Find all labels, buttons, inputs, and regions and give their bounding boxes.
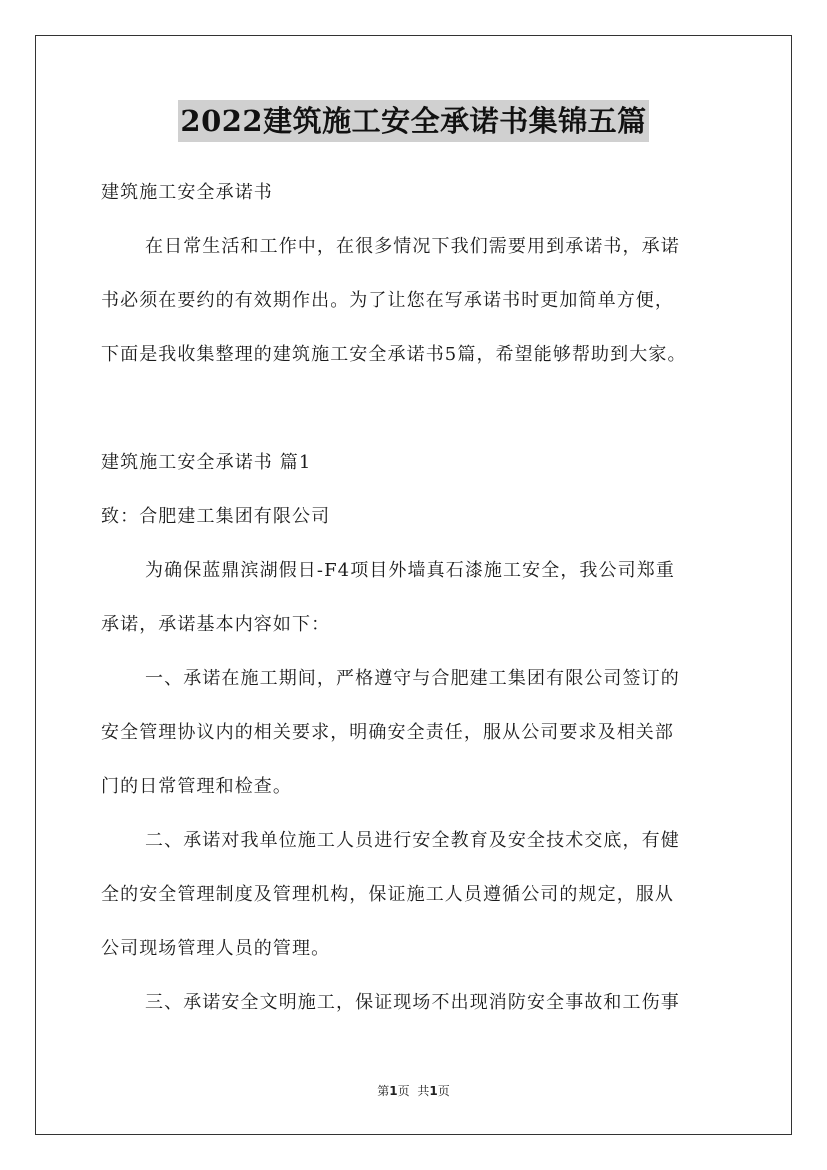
paragraph-line: 一、承诺在施工期间，严格遵守与合肥建工集团有限公司签订的 [145, 668, 680, 689]
paragraph-line: 承诺，承诺基本内容如下： [101, 614, 331, 635]
paragraph-line: 书必须在要约的有效期作出。为了让您在写承诺书时更加简单方便， [101, 290, 674, 311]
section-heading: 建筑施工安全承诺书 篇1 [101, 452, 312, 473]
paragraph-line: 为确保蓝鼎滨湖假日-F4项目外墙真石漆施工安全，我公司郑重 [145, 560, 675, 581]
paragraph-line: 安全管理协议内的相关要求，明确安全责任，服从公司要求及相关部 [101, 722, 674, 743]
paragraph-line: 公司现场管理人员的管理。 [101, 938, 331, 959]
paragraph-line: 二、承诺对我单位施工人员进行安全教育及安全技术交底，有健 [145, 830, 680, 851]
paragraph-line: 门的日常管理和检查。 [101, 776, 292, 797]
section-heading: 建筑施工安全承诺书 [101, 182, 273, 203]
paragraph-line: 全的安全管理制度及管理机构，保证施工人员遵循公司的规定，服从 [101, 884, 674, 905]
footer-page-suffix: 页 [397, 1084, 410, 1098]
footer-page-prefix: 第 [377, 1084, 390, 1098]
footer-total-pages: 1 [429, 1084, 438, 1098]
document-title: 2022建筑施工安全承诺书集锦五篇 [178, 100, 648, 142]
footer-total-suffix: 页 [437, 1084, 450, 1098]
page-footer [0, 1082, 827, 1099]
footer-total-prefix: 共 [417, 1084, 430, 1098]
paragraph-line: 下面是我收集整理的建筑施工安全承诺书5篇，希望能够帮助到大家。 [101, 344, 687, 365]
paragraph-line: 在日常生活和工作中，在很多情况下我们需要用到承诺书，承诺 [145, 236, 680, 257]
paragraph-line: 三、承诺安全文明施工，保证现场不出现消防安全事故和工伤事 [145, 992, 680, 1013]
recipient-line: 致：合肥建工集团有限公司 [101, 506, 331, 527]
title-container [0, 100, 827, 142]
footer-page-number: 1 [389, 1084, 398, 1098]
